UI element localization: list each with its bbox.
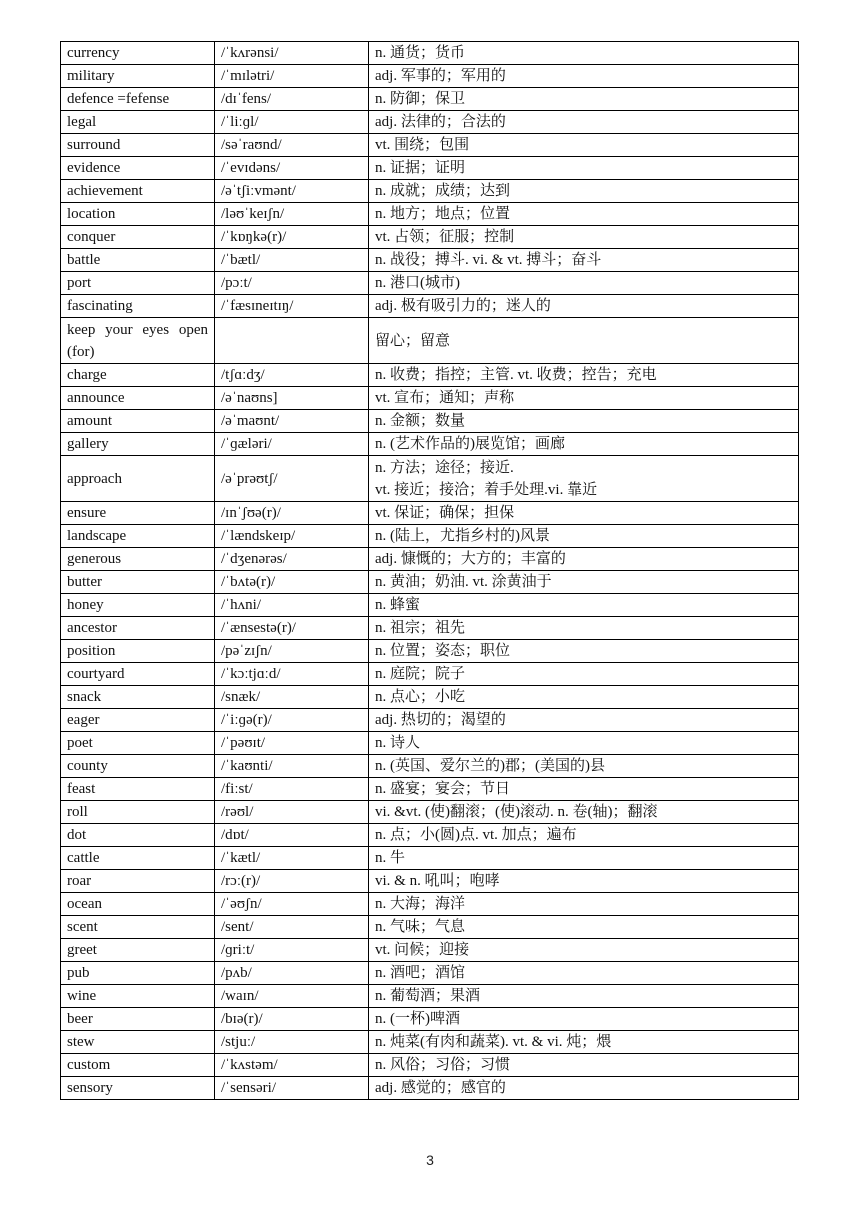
vocabulary-row [61,985,799,1008]
vocabulary-meaning: n. 诗人 [369,732,799,755]
vocabulary-meaning: n. 防御；保卫 [369,88,799,111]
vocabulary-word: pub [61,962,215,985]
vocabulary-word: currency [61,42,215,65]
vocabulary-word: generous [61,548,215,571]
vocabulary-word: courtyard [61,663,215,686]
vocabulary-meaning: n. (英国、爱尔兰的)郡；(美国的)县 [369,755,799,778]
vocabulary-word: roar [61,870,215,893]
vocabulary-word: snack [61,686,215,709]
vocabulary-word: stew [61,1031,215,1054]
vocabulary-word: announce [61,387,215,410]
vocabulary-table [60,41,799,1100]
vocabulary-meaning: n. 庭院；院子 [369,663,799,686]
vocabulary-phonetic: /ˈhʌni/ [215,594,369,617]
vocabulary-row [61,709,799,732]
vocabulary-phonetic: /ɪnˈʃʊə(r)/ [215,502,369,525]
vocabulary-row [61,318,799,364]
vocabulary-meaning: n. 点心；小吃 [369,686,799,709]
vocabulary-phonetic: /rəʊl/ [215,801,369,824]
vocabulary-row [61,364,799,387]
vocabulary-word: position [61,640,215,663]
vocabulary-meaning: adj. 军事的；军用的 [369,65,799,88]
vocabulary-word: amount [61,410,215,433]
vocabulary-word: military [61,65,215,88]
vocabulary-row [61,962,799,985]
vocabulary-phonetic: /ˈkɔːtjɑːd/ [215,663,369,686]
vocabulary-row [61,778,799,801]
vocabulary-phonetic: /pəˈzɪʃn/ [215,640,369,663]
vocabulary-row [61,870,799,893]
vocabulary-row [61,249,799,272]
vocabulary-meaning: n. 战役；搏斗. vi. & vt. 搏斗；奋斗 [369,249,799,272]
vocabulary-meaning: n. 证据；证明 [369,157,799,180]
vocabulary-word: achievement [61,180,215,203]
vocabulary-word: evidence [61,157,215,180]
vocabulary-phonetic: /ˈkʌrənsi/ [215,42,369,65]
vocabulary-row [61,1077,799,1100]
vocabulary-row [61,1031,799,1054]
vocabulary-row [61,65,799,88]
vocabulary-word: fascinating [61,295,215,318]
page-number: 3 [426,1152,434,1168]
vocabulary-table-body [61,42,799,1100]
vocabulary-meaning: n. (艺术作品的)展览馆；画廊 [369,433,799,456]
vocabulary-row [61,433,799,456]
vocabulary-meaning: adj. 法律的；合法的 [369,111,799,134]
vocabulary-word: scent [61,916,215,939]
vocabulary-meaning: n. 金额；数量 [369,410,799,433]
vocabulary-meaning: n. 港口(城市) [369,272,799,295]
vocabulary-phonetic: /ˈdʒenərəs/ [215,548,369,571]
vocabulary-word: location [61,203,215,226]
vocabulary-row [61,157,799,180]
vocabulary-meaning: n. 葡萄酒；果酒 [369,985,799,1008]
vocabulary-meaning: 留心；留意 [369,318,799,364]
vocabulary-phonetic: /ˈɡæləri/ [215,433,369,456]
vocabulary-word: defence =fefense [61,88,215,111]
vocabulary-row [61,893,799,916]
vocabulary-meaning [369,456,799,502]
vocabulary-row [61,686,799,709]
vocabulary-meaning: n. 酒吧；酒馆 [369,962,799,985]
vocabulary-meaning: vt. 占领；征服；控制 [369,226,799,249]
vocabulary-meaning: adj. 热切的；渴望的 [369,709,799,732]
vocabulary-phonetic: /ˈevɪdəns/ [215,157,369,180]
vocabulary-row [61,295,799,318]
vocabulary-meaning: n. (陆上，尤指乡村的)风景 [369,525,799,548]
vocabulary-row [61,134,799,157]
vocabulary-row [61,456,799,502]
vocabulary-meaning: vt. 问候；迎接 [369,939,799,962]
vocabulary-phonetic: /snæk/ [215,686,369,709]
vocabulary-word: battle [61,249,215,272]
vocabulary-word: custom [61,1054,215,1077]
vocabulary-row [61,617,799,640]
vocabulary-phonetic: /ˈəʊʃn/ [215,893,369,916]
vocabulary-phonetic: /ˈsensəri/ [215,1077,369,1100]
vocabulary-phonetic: /ɡriːt/ [215,939,369,962]
vocabulary-word: butter [61,571,215,594]
vocabulary-row [61,226,799,249]
vocabulary-phonetic: /səˈraʊnd/ [215,134,369,157]
vocabulary-row [61,755,799,778]
vocabulary-phonetic: /ˈpəʊɪt/ [215,732,369,755]
vocabulary-meaning: vi. & n. 吼叫；咆哮 [369,870,799,893]
vocabulary-meaning: n. 收费；指控；主管. vt. 收费；控告；充电 [369,364,799,387]
vocabulary-row [61,387,799,410]
vocabulary-meaning: n. 点；小(圆)点. vt. 加点；遍布 [369,824,799,847]
vocabulary-word: wine [61,985,215,1008]
vocabulary-meaning: vi. &vt. (使)翻滚；(使)滚动. n. 卷(轴)；翻滚 [369,801,799,824]
vocabulary-phonetic: /tʃɑːdʒ/ [215,364,369,387]
vocabulary-meaning: adj. 感觉的；感官的 [369,1077,799,1100]
vocabulary-row [61,939,799,962]
vocabulary-row [61,663,799,686]
vocabulary-phonetic: /fiːst/ [215,778,369,801]
vocabulary-word: roll [61,801,215,824]
vocabulary-word: conquer [61,226,215,249]
vocabulary-meaning: n. (一杯)啤酒 [369,1008,799,1031]
vocabulary-meaning: n. 牛 [369,847,799,870]
vocabulary-word: surround [61,134,215,157]
vocabulary-phonetic: /ˈkɒŋkə(r)/ [215,226,369,249]
vocabulary-row [61,916,799,939]
vocabulary-row [61,571,799,594]
vocabulary-row [61,180,799,203]
vocabulary-word: ensure [61,502,215,525]
vocabulary-meaning: n. 祖宗；祖先 [369,617,799,640]
vocabulary-phonetic: /ˈfæsɪneɪtɪŋ/ [215,295,369,318]
vocabulary-row [61,42,799,65]
vocabulary-row [61,801,799,824]
vocabulary-phonetic: /waɪn/ [215,985,369,1008]
vocabulary-meaning: n. 位置；姿态；职位 [369,640,799,663]
vocabulary-row [61,594,799,617]
vocabulary-row [61,111,799,134]
vocabulary-word: ocean [61,893,215,916]
vocabulary-row [61,272,799,295]
vocabulary-row [61,1054,799,1077]
vocabulary-phonetic: /bɪə(r)/ [215,1008,369,1031]
vocabulary-phonetic: /əˈnaʊns] [215,387,369,410]
vocabulary-phonetic: /pʌb/ [215,962,369,985]
vocabulary-row [61,640,799,663]
vocabulary-word: charge [61,364,215,387]
vocabulary-word: legal [61,111,215,134]
vocabulary-meaning: vt. 保证；确保；担保 [369,502,799,525]
vocabulary-row [61,203,799,226]
vocabulary-phonetic: /sent/ [215,916,369,939]
vocabulary-phonetic: /ˈbʌtə(r)/ [215,571,369,594]
vocabulary-phonetic: /ˈlændskeɪp/ [215,525,369,548]
vocabulary-meaning: adj. 慷慨的；大方的；丰富的 [369,548,799,571]
vocabulary-row [61,1008,799,1031]
vocabulary-word: county [61,755,215,778]
vocabulary-word: ancestor [61,617,215,640]
vocabulary-row [61,847,799,870]
vocabulary-word: cattle [61,847,215,870]
vocabulary-word: eager [61,709,215,732]
vocabulary-meaning: n. 气味；气息 [369,916,799,939]
vocabulary-phonetic: /dɪˈfens/ [215,88,369,111]
vocabulary-phonetic: /ˈiːɡə(r)/ [215,709,369,732]
vocabulary-word: port [61,272,215,295]
vocabulary-meaning-line: n. 方法；途径；接近. [375,459,514,476]
vocabulary-phonetic: /dɒt/ [215,824,369,847]
vocabulary-meaning: n. 通货；货币 [369,42,799,65]
vocabulary-word: honey [61,594,215,617]
vocabulary-phonetic: /ˈkaʊnti/ [215,755,369,778]
vocabulary-word: poet [61,732,215,755]
vocabulary-phonetic [215,318,369,364]
vocabulary-phonetic: /ˈkætl/ [215,847,369,870]
vocabulary-row [61,502,799,525]
vocabulary-word: dot [61,824,215,847]
vocabulary-row [61,88,799,111]
vocabulary-meaning: n. 成就；成绩；达到 [369,180,799,203]
vocabulary-word: landscape [61,525,215,548]
vocabulary-meaning: vt. 宣布；通知；声称 [369,387,799,410]
vocabulary-phonetic: /əˈprəʊtʃ/ [215,456,369,502]
vocabulary-phonetic: /ləʊˈkeɪʃn/ [215,203,369,226]
vocabulary-row [61,525,799,548]
vocabulary-word: gallery [61,433,215,456]
vocabulary-meaning: adj. 极有吸引力的；迷人的 [369,295,799,318]
vocabulary-phonetic: /stjuː/ [215,1031,369,1054]
vocabulary-row [61,732,799,755]
vocabulary-meaning: n. 盛宴；宴会；节日 [369,778,799,801]
vocabulary-phonetic: /əˈtʃiːvmənt/ [215,180,369,203]
vocabulary-word: keep your eyes open (for) [61,318,215,364]
vocabulary-row [61,410,799,433]
vocabulary-row [61,548,799,571]
vocabulary-word: sensory [61,1077,215,1100]
vocabulary-phonetic: /ˈænsestə(r)/ [215,617,369,640]
vocabulary-meaning-line: vt. 接近；接洽；着手处理.vi. 靠近 [375,481,598,498]
vocabulary-phonetic: /ˈmɪlətri/ [215,65,369,88]
vocabulary-phonetic: /ˈkʌstəm/ [215,1054,369,1077]
vocabulary-word: approach [61,456,215,502]
vocabulary-meaning: n. 地方；地点；位置 [369,203,799,226]
vocabulary-phonetic: /ˈbætl/ [215,249,369,272]
vocabulary-word: beer [61,1008,215,1031]
vocabulary-row [61,824,799,847]
vocabulary-meaning: n. 炖菜(有肉和蔬菜). vt. & vi. 炖；煨 [369,1031,799,1054]
vocabulary-meaning: n. 大海；海洋 [369,893,799,916]
vocabulary-meaning: n. 蜂蜜 [369,594,799,617]
vocabulary-meaning: n. 黄油；奶油. vt. 涂黄油于 [369,571,799,594]
vocabulary-phonetic: /ˈliːɡl/ [215,111,369,134]
vocabulary-meaning: vt. 围绕；包围 [369,134,799,157]
vocabulary-phonetic: /pɔːt/ [215,272,369,295]
vocabulary-phonetic: /əˈmaʊnt/ [215,410,369,433]
vocabulary-word: feast [61,778,215,801]
vocabulary-meaning: n. 风俗；习俗；习惯 [369,1054,799,1077]
vocabulary-phonetic: /rɔː(r)/ [215,870,369,893]
vocabulary-word: greet [61,939,215,962]
